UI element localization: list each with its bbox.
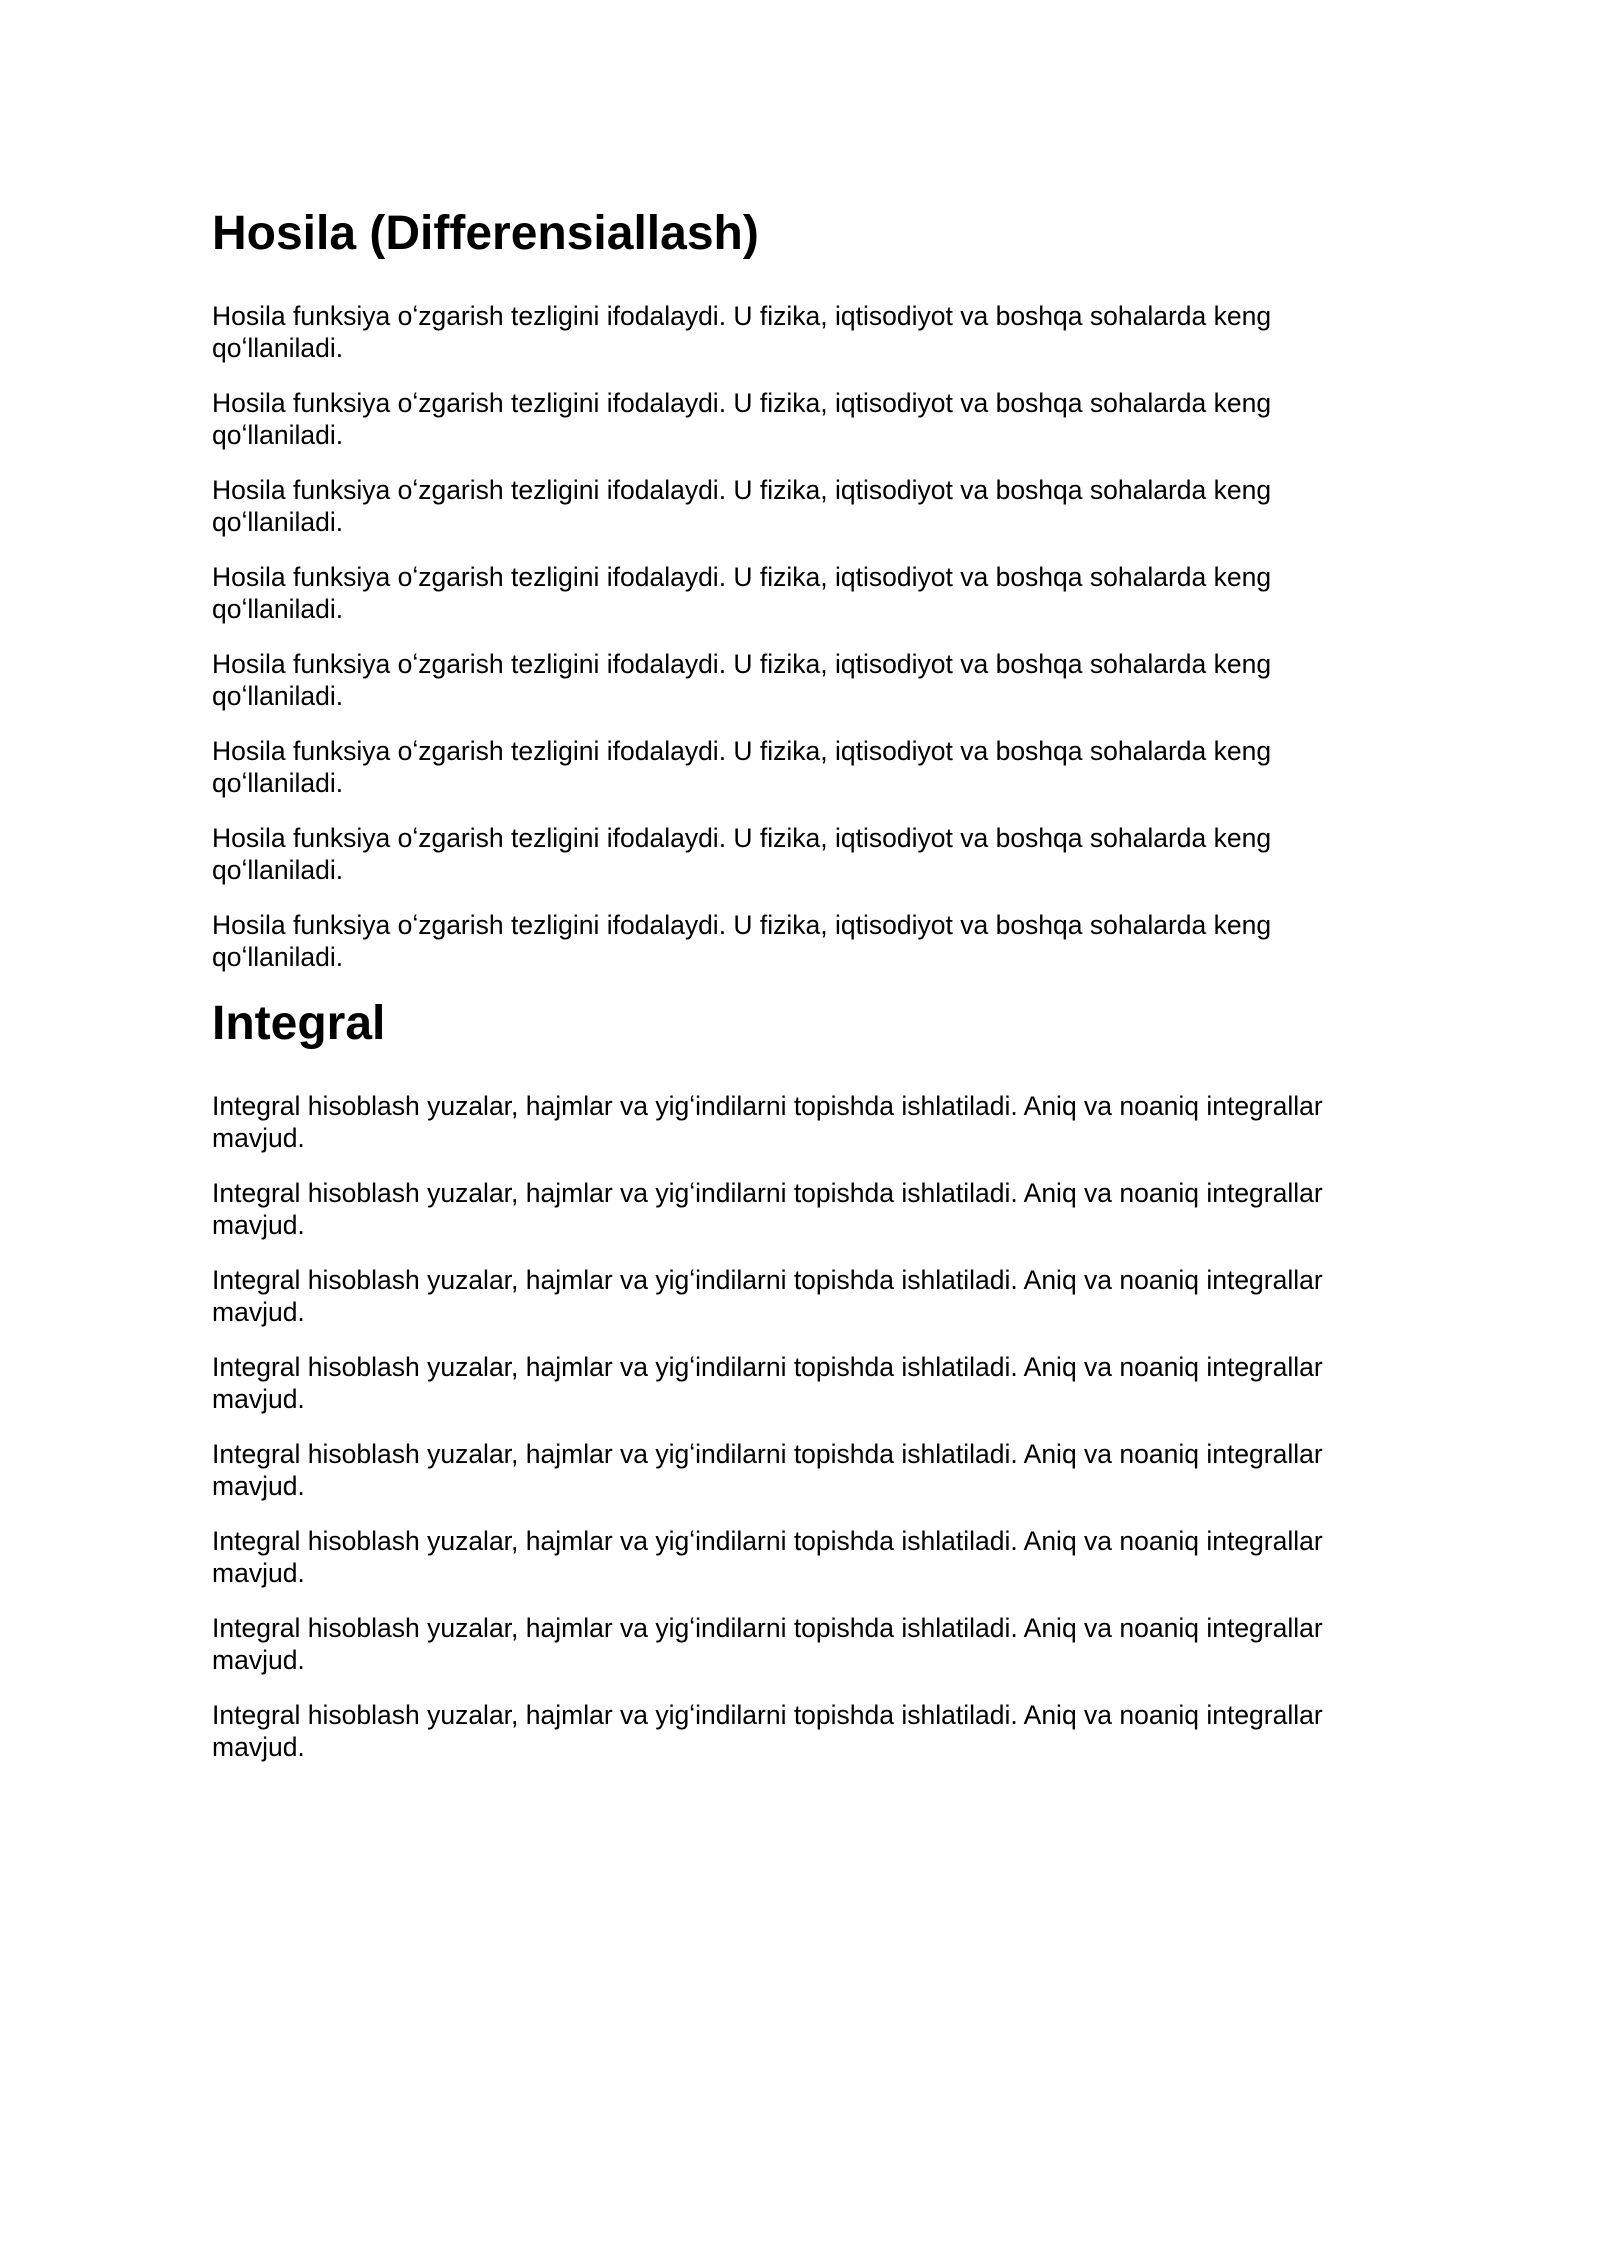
paragraph: Hosila funksiya oʻzgarish tezligini ifodalaydi. U fizika, iqtisodiyot va boshqa sohalarda keng qoʻllaniladi. xyxy=(212,736,1272,798)
section-hosila xyxy=(212,206,1400,973)
section-heading: Integral xyxy=(212,997,386,1050)
section-integral xyxy=(212,996,1400,1763)
paragraph: Hosila funksiya oʻzgarish tezligini ifodalaydi. U fizika, iqtisodiyot va boshqa sohalarda keng qoʻllaniladi. xyxy=(212,388,1272,450)
paragraph: Hosila funksiya oʻzgarish tezligini ifodalaydi. U fizika, iqtisodiyot va boshqa sohalarda keng qoʻllaniladi. xyxy=(212,301,1272,363)
paragraph: Integral hisoblash yuzalar, hajmlar va yigʻindilarni topishda ishlatiladi. Aniq va noaniq integrallar mavjud. xyxy=(212,1439,1323,1501)
paragraph: Integral hisoblash yuzalar, hajmlar va yigʻindilarni topishda ishlatiladi. Aniq va noaniq integrallar mavjud. xyxy=(212,1700,1323,1762)
paragraph: Hosila funksiya oʻzgarish tezligini ifodalaydi. U fizika, iqtisodiyot va boshqa sohalarda keng qoʻllaniladi. xyxy=(212,910,1272,972)
paragraph: Hosila funksiya oʻzgarish tezligini ifodalaydi. U fizika, iqtisodiyot va boshqa sohalarda keng qoʻllaniladi. xyxy=(212,823,1272,885)
document-body xyxy=(212,206,1400,1786)
section-heading: Hosila (Differensiallash) xyxy=(212,207,759,260)
paragraph: Integral hisoblash yuzalar, hajmlar va yigʻindilarni topishda ishlatiladi. Aniq va noaniq integrallar mavjud. xyxy=(212,1265,1323,1327)
paragraph: Hosila funksiya oʻzgarish tezligini ifodalaydi. U fizika, iqtisodiyot va boshqa sohalarda keng qoʻllaniladi. xyxy=(212,649,1272,711)
paragraph: Integral hisoblash yuzalar, hajmlar va yigʻindilarni topishda ishlatiladi. Aniq va noaniq integrallar mavjud. xyxy=(212,1178,1323,1240)
paragraph: Integral hisoblash yuzalar, hajmlar va yigʻindilarni topishda ishlatiladi. Aniq va noaniq integrallar mavjud. xyxy=(212,1091,1323,1153)
paragraph: Integral hisoblash yuzalar, hajmlar va yigʻindilarni topishda ishlatiladi. Aniq va noaniq integrallar mavjud. xyxy=(212,1352,1323,1414)
paragraph: Integral hisoblash yuzalar, hajmlar va yigʻindilarni topishda ishlatiladi. Aniq va noaniq integrallar mavjud. xyxy=(212,1526,1323,1588)
paragraph: Hosila funksiya oʻzgarish tezligini ifodalaydi. U fizika, iqtisodiyot va boshqa sohalarda keng qoʻllaniladi. xyxy=(212,475,1272,537)
paragraph: Hosila funksiya oʻzgarish tezligini ifodalaydi. U fizika, iqtisodiyot va boshqa sohalarda keng qoʻllaniladi. xyxy=(212,562,1272,624)
paragraph: Integral hisoblash yuzalar, hajmlar va yigʻindilarni topishda ishlatiladi. Aniq va noaniq integrallar mavjud. xyxy=(212,1613,1323,1675)
